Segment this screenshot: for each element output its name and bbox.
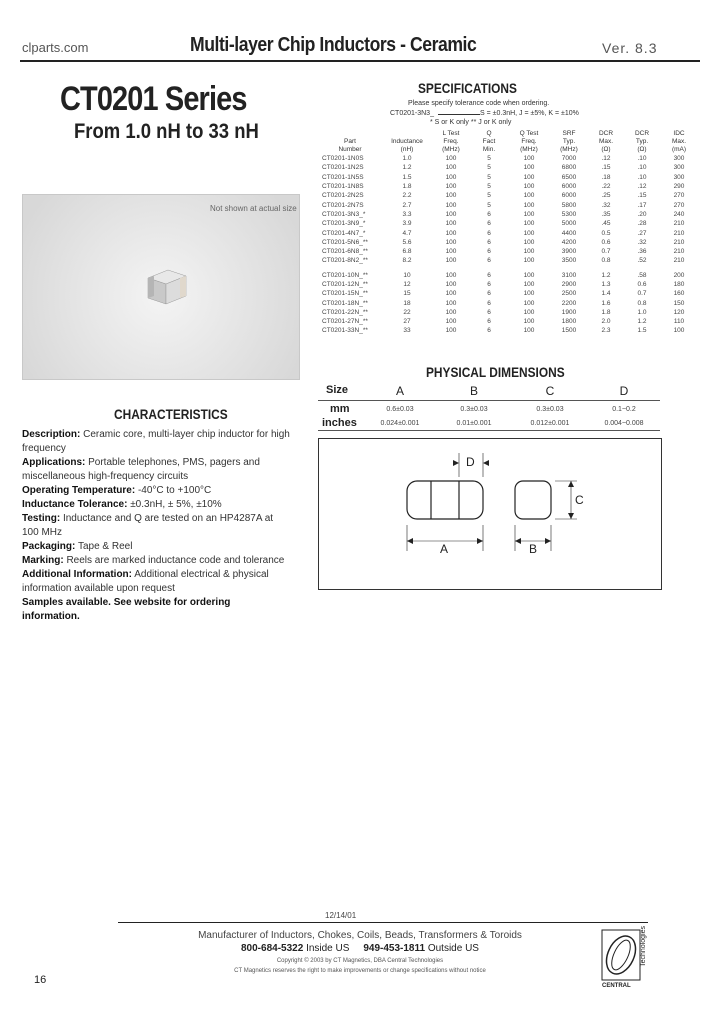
spec-header-line: IDC [673, 130, 685, 137]
footer-phones [120, 943, 600, 954]
specifications-table [318, 130, 698, 336]
dim-col-d: D [619, 384, 629, 398]
table-cell: 6 [487, 210, 491, 218]
table-cell: 4400 [561, 229, 577, 237]
table-cell: 2.3 [601, 327, 611, 335]
table-cell: 100 [445, 271, 457, 279]
table-cell: .32 [637, 238, 647, 246]
table-cell: 6 [487, 290, 491, 298]
table-cell: 5 [487, 183, 491, 191]
table-cell: .27 [637, 229, 647, 237]
table-cell: CT0201-27N_** [322, 318, 368, 326]
table-cell: CT0201-2N7S [322, 201, 364, 209]
page-number: 16 [34, 974, 47, 986]
table-cell: .35 [601, 210, 611, 218]
table-cell: 6800 [561, 164, 577, 172]
table-cell: 6 [487, 299, 491, 307]
series-title: CT0201 Series [60, 80, 247, 118]
table-cell: 1.2 [402, 164, 412, 172]
table-row [318, 317, 698, 326]
table-cell: 33 [403, 327, 411, 335]
table-cell: 100 [523, 257, 535, 265]
header-rule [20, 60, 700, 62]
spec-header-1 [382, 130, 432, 154]
table-cell: 100 [445, 183, 457, 191]
spec-header-line: Q [486, 130, 492, 137]
table-cell: .58 [637, 271, 647, 279]
table-cell: 1.8 [601, 308, 611, 316]
table-cell: .25 [601, 192, 611, 200]
table-cell: 1.2 [637, 318, 647, 326]
table-cell: 2.7 [402, 201, 412, 209]
order-note: Please specify tolerance code when ordering. [408, 100, 550, 107]
characteristics-list [22, 428, 290, 624]
table-cell: 100 [673, 327, 685, 335]
spec-header-2 [432, 130, 470, 154]
table-row [318, 326, 698, 335]
table-cell: 10 [403, 271, 411, 279]
table-cell: 1.8 [402, 183, 412, 191]
table-cell: .45 [601, 220, 611, 228]
dim-col-c: C [545, 384, 555, 398]
table-cell: CT0201-10N_** [322, 271, 368, 279]
table-cell: 1.5 [402, 173, 412, 181]
table-cell: 0.7 [637, 290, 647, 298]
table-cell: 100 [445, 257, 457, 265]
table-cell: 290 [673, 183, 685, 191]
specifications-title: SPECIFICATIONS [418, 80, 517, 96]
table-cell: 100 [445, 173, 457, 181]
table-cell: .15 [637, 192, 647, 200]
table-cell: .22 [601, 183, 611, 191]
table-cell: 6 [487, 318, 491, 326]
revision-date: 12/14/01 [325, 911, 357, 920]
table-cell: 0.8 [637, 299, 647, 307]
in-b: 0.01±0.001 [456, 420, 492, 427]
diagram-label-a: A [440, 542, 449, 556]
spec-header-line: Max. [598, 138, 614, 145]
tolerance-item: Inductance Tolerance: ±0.3nH, ± 5%, ±10% [22, 499, 222, 510]
table-cell: CT0201-4N7_* [322, 229, 366, 237]
table-cell: 6500 [561, 173, 577, 181]
spec-header-line: DCR [598, 130, 614, 137]
table-cell: 6 [487, 327, 491, 335]
spec-header-line: Max. [671, 138, 687, 145]
chip-inductor-image [140, 268, 190, 306]
table-cell: 100 [523, 318, 535, 326]
outside-label: Outside US [427, 943, 479, 954]
table-cell: 27 [403, 318, 411, 326]
spec-header-line: (Ω) [637, 146, 647, 153]
table-row [318, 228, 698, 237]
table-row [318, 238, 698, 247]
table-cell: 300 [673, 155, 685, 163]
table-cell: .10 [637, 173, 647, 181]
table-cell: 210 [673, 257, 685, 265]
table-cell: 100 [445, 201, 457, 209]
table-cell: CT0201-1N8S [322, 183, 364, 191]
table-cell: 18 [403, 299, 411, 307]
table-cell: CT0201-15N_** [322, 290, 368, 298]
table-cell: .28 [637, 220, 647, 228]
table-cell: 7000 [561, 155, 577, 163]
spec-header-line: Freq. [443, 138, 459, 145]
table-cell: CT0201-5N6_** [322, 238, 368, 246]
table-cell: 5 [487, 201, 491, 209]
additional-info-item: Additional Information: Additional electrical & physical information available upon request [22, 569, 269, 594]
table-cell: 2.0 [601, 318, 611, 326]
table-cell: 100 [445, 155, 457, 163]
table-cell: CT0201-6N8_** [322, 248, 368, 256]
spec-header-5 [550, 130, 588, 154]
table-cell: 6000 [561, 183, 577, 191]
table-cell: 100 [445, 220, 457, 228]
table-cell: CT0201-18N_** [322, 299, 368, 307]
table-cell: 1.4 [601, 290, 611, 298]
table-cell: .17 [637, 201, 647, 209]
table-cell: 6.8 [402, 248, 412, 256]
version-label: Ver. 8.3 [602, 40, 658, 56]
spec-header-line: (MHz) [520, 146, 538, 153]
table-cell: CT0201-1N0S [322, 155, 364, 163]
table-row [318, 280, 698, 289]
table-cell: .20 [637, 210, 647, 218]
logo-text: CENTRAL [602, 983, 631, 989]
in-d: 0.004~0.008 [604, 420, 644, 427]
table-row [318, 271, 698, 280]
table-cell: 6 [487, 238, 491, 246]
spec-header-line: Number [338, 146, 362, 153]
table-row [318, 210, 698, 219]
packaging-item: Packaging: Tape & Reel [22, 541, 133, 552]
inside-label: Inside US [306, 943, 350, 954]
table-cell: .12 [601, 155, 611, 163]
spec-header-line: Inductance [391, 138, 423, 145]
characteristics-title: CHARACTERISTICS [114, 406, 228, 422]
spec-header-0 [318, 130, 382, 154]
spec-header-line: Freq. [521, 138, 537, 145]
table-cell: 5 [487, 155, 491, 163]
table-cell: CT0201-3N9_* [322, 220, 366, 228]
photo-note: Not shown at actual size [210, 204, 297, 213]
table-cell: 100 [445, 229, 457, 237]
table-cell: 5.6 [402, 238, 412, 246]
diagram-label-b: B [529, 542, 538, 556]
table-row [318, 308, 698, 317]
spec-header-line: Part [344, 138, 356, 145]
table-cell: 1.6 [601, 299, 611, 307]
table-cell: 1500 [561, 327, 577, 335]
table-cell: 1.0 [402, 155, 412, 163]
table-cell: 2.2 [402, 192, 412, 200]
table-row [318, 191, 698, 200]
table-cell: 6 [487, 271, 491, 279]
table-cell: 1.2 [601, 271, 611, 279]
table-cell: 100 [445, 192, 457, 200]
spec-header-line: Typ. [562, 138, 576, 145]
table-cell: CT0201-22N_** [322, 308, 368, 316]
spec-header-3 [470, 130, 508, 154]
diagram-label-d: D [466, 455, 475, 469]
table-cell: 180 [673, 281, 685, 288]
spec-header-line: (MHz) [442, 146, 460, 153]
table-cell: 100 [523, 210, 535, 218]
table-cell: 100 [523, 155, 535, 163]
table-row [318, 256, 698, 265]
table-cell: 0.5 [601, 229, 611, 237]
table-cell: 6 [487, 257, 491, 265]
spec-header-line: (mA) [671, 146, 687, 153]
spec-header-line: Q Test [519, 130, 539, 137]
spec-header-line: L Test [442, 130, 460, 137]
table-cell: 120 [673, 308, 685, 316]
table-cell: 100 [523, 281, 535, 288]
mm-c: 0.3±0.03 [536, 406, 564, 413]
table-cell: 5300 [561, 210, 577, 218]
logo-vertical-text: Technologies [640, 926, 647, 967]
table-cell: 1900 [561, 308, 577, 316]
in-a: 0.024±0.001 [380, 420, 420, 427]
series-range: From 1.0 nH to 33 nH [74, 120, 259, 143]
table-cell: 3.9 [402, 220, 412, 228]
table-cell: 6 [487, 229, 491, 237]
table-cell: .10 [637, 164, 647, 172]
marking-item: Marking: Reels are marked inductance code and tolerance [22, 555, 285, 566]
table-row [318, 247, 698, 256]
table-cell: 210 [673, 220, 685, 228]
table-row [318, 219, 698, 228]
dim-col-a: A [395, 384, 404, 398]
tolerance-codes: S = ±0.3nH, J = ±5%, K = ±10% [480, 110, 579, 117]
table-cell: CT0201-2N2S [322, 192, 364, 200]
operating-temp-item: Operating Temperature: -40°C to +100°C [22, 485, 212, 496]
table-cell: 4200 [561, 238, 577, 246]
table-cell: 160 [673, 290, 685, 298]
table-cell: 100 [523, 238, 535, 246]
applications-item: Applications: Portable telephones, PMS, pagers and miscellaneous high-frequency circuits [22, 457, 260, 482]
spec-header-line: (Ω) [601, 146, 611, 153]
inches-label: inches [322, 417, 357, 429]
table-cell: 1.5 [637, 327, 647, 335]
table-cell: 100 [523, 299, 535, 307]
table-cell: CT0201-33N_** [322, 327, 368, 335]
table-cell: 5000 [561, 220, 577, 228]
table-cell: .12 [637, 183, 647, 191]
site-url[interactable]: clparts.com [22, 40, 89, 55]
table-cell: 5 [487, 192, 491, 200]
table-cell: 100 [445, 318, 457, 326]
table-cell: CT0201-1N2S [322, 164, 364, 172]
table-cell: 6 [487, 308, 491, 316]
footer-tagline: Manufacturer of Inductors, Chokes, Coils, Beads, Transformers & Toroids [198, 930, 522, 941]
spec-header-4 [508, 130, 550, 154]
table-cell: CT0201-3N3_* [322, 210, 366, 218]
table-header-row [318, 130, 698, 154]
table-cell: CT0201-12N_** [322, 281, 368, 288]
physical-dimensions-title: PHYSICAL DIMENSIONS [426, 364, 565, 380]
table-cell: CT0201-8N2_** [322, 257, 368, 265]
table-cell: 3100 [561, 271, 577, 279]
table-cell: 6 [487, 281, 491, 288]
table-cell: .32 [601, 201, 611, 209]
table-cell: .18 [601, 173, 611, 181]
mm-b: 0.3±0.03 [460, 406, 488, 413]
table-cell: 300 [673, 164, 685, 172]
phone-outside[interactable]: 949-453-1811 [363, 943, 426, 954]
phone-inside[interactable]: 800-684-5322 [241, 943, 304, 954]
table-cell: 240 [673, 210, 685, 218]
table-cell: 3500 [561, 257, 577, 265]
description-item: Description: Ceramic core, multi-layer chip inductor for high frequency [22, 429, 290, 454]
table-cell: 12 [403, 281, 411, 288]
table-cell: 2500 [561, 290, 577, 298]
table-cell: 5 [487, 173, 491, 181]
table-cell: 100 [445, 281, 457, 288]
table-cell: 100 [523, 308, 535, 316]
table-cell: 6 [487, 220, 491, 228]
tolerance-restriction: * S or K only ** J or K only [430, 119, 512, 126]
table-cell: 5800 [561, 201, 577, 209]
table-cell: 8.2 [402, 257, 412, 265]
table-row [318, 182, 698, 191]
table-cell: .36 [637, 248, 647, 256]
dimension-diagram [318, 438, 662, 590]
dimension-drawing [319, 439, 661, 589]
table-cell: 100 [445, 248, 457, 256]
table-cell: 100 [523, 271, 535, 279]
table-cell: 100 [523, 248, 535, 256]
table-cell: 2200 [561, 299, 577, 307]
samples-note: Samples available. See website for ordering information. [22, 597, 231, 622]
table-cell: 3900 [561, 248, 577, 256]
spec-header-line: Typ. [635, 138, 649, 145]
table-cell: 100 [445, 238, 457, 246]
table-cell: 1800 [561, 318, 577, 326]
size-label: Size [326, 384, 349, 396]
table-cell: 100 [523, 164, 535, 172]
table-cell: 3.3 [402, 210, 412, 218]
table-cell: 100 [523, 229, 535, 237]
dim-rule-top [318, 400, 660, 401]
spec-header-line: Min. [482, 146, 496, 153]
mm-a: 0.6±0.03 [386, 406, 414, 413]
table-cell: 100 [445, 210, 457, 218]
table-cell: 110 [673, 318, 685, 326]
table-row [318, 173, 698, 182]
table-cell: 100 [523, 327, 535, 335]
table-cell: 210 [673, 248, 685, 256]
testing-item: Testing: Inductance and Q are tested on an HP4287A at 100 MHz [22, 513, 274, 538]
diagram-label-c: C [575, 493, 584, 507]
spec-header-line: Fact [482, 138, 496, 145]
table-cell: 5 [487, 164, 491, 172]
table-cell: 1.0 [637, 308, 647, 316]
table-cell: 6000 [561, 192, 577, 200]
table-cell: 1.3 [601, 281, 611, 288]
table-cell: 100 [523, 183, 535, 191]
mm-label: mm [330, 403, 350, 415]
spec-header-line: DCR [634, 130, 650, 137]
table-row [318, 163, 698, 172]
spec-header-8 [660, 130, 698, 154]
dim-col-b: B [469, 384, 478, 398]
table-cell: 100 [523, 290, 535, 298]
spec-header-6 [588, 130, 624, 154]
table-cell: .15 [601, 164, 611, 172]
table-row [318, 298, 698, 307]
footer-rule [118, 922, 648, 923]
spec-header-line: (nH) [400, 146, 414, 153]
table-cell: 270 [673, 201, 685, 209]
order-arrow [438, 114, 480, 115]
table-row [318, 289, 698, 298]
table-cell: 100 [523, 201, 535, 209]
table-cell: 100 [445, 299, 457, 307]
spec-header-line: SRF [562, 130, 576, 137]
table-cell: 100 [445, 327, 457, 335]
table-row [318, 200, 698, 209]
table-cell: 6 [487, 248, 491, 256]
table-cell: 0.7 [601, 248, 611, 256]
table-cell: 100 [445, 308, 457, 316]
table-cell: 100 [523, 220, 535, 228]
table-cell: 270 [673, 192, 685, 200]
spec-header-7 [624, 130, 660, 154]
table-cell: 300 [673, 173, 685, 181]
spec-header-line: (MHz) [560, 146, 578, 153]
table-cell: 200 [673, 271, 685, 279]
dim-rule-bottom [318, 430, 660, 431]
table-cell: 0.6 [601, 238, 611, 246]
in-c: 0.012±0.001 [530, 420, 570, 427]
order-code-example: CT0201-3N3_ [390, 110, 434, 117]
table-cell: .10 [637, 155, 647, 163]
footer-copyright: Copyright © 2003 by CT Magnetics, DBA Central Technologies [276, 958, 444, 964]
table-cell: 210 [673, 229, 685, 237]
mm-d: 0.1~0.2 [612, 406, 636, 413]
table-cell: 100 [523, 173, 535, 181]
table-cell: 100 [445, 290, 457, 298]
table-cell: CT0201-1N5S [322, 173, 364, 181]
table-cell: 0.6 [637, 281, 647, 288]
table-cell: 4.7 [402, 229, 412, 237]
footer-disclaimer: CT Magnetics reserves the right to make improvements or change specifications without notice [234, 968, 486, 974]
table-cell: 100 [523, 192, 535, 200]
table-cell: 210 [673, 238, 685, 246]
table-cell: 22 [403, 308, 411, 316]
table-row [318, 154, 698, 163]
table-cell: 2900 [561, 281, 577, 288]
table-cell: 150 [673, 299, 685, 307]
table-cell: 0.8 [601, 257, 611, 265]
page-title: Multi-layer Chip Inductors - Ceramic [190, 34, 477, 56]
table-cell: .52 [637, 257, 647, 265]
table-cell: 15 [403, 290, 411, 298]
table-cell: 100 [445, 164, 457, 172]
